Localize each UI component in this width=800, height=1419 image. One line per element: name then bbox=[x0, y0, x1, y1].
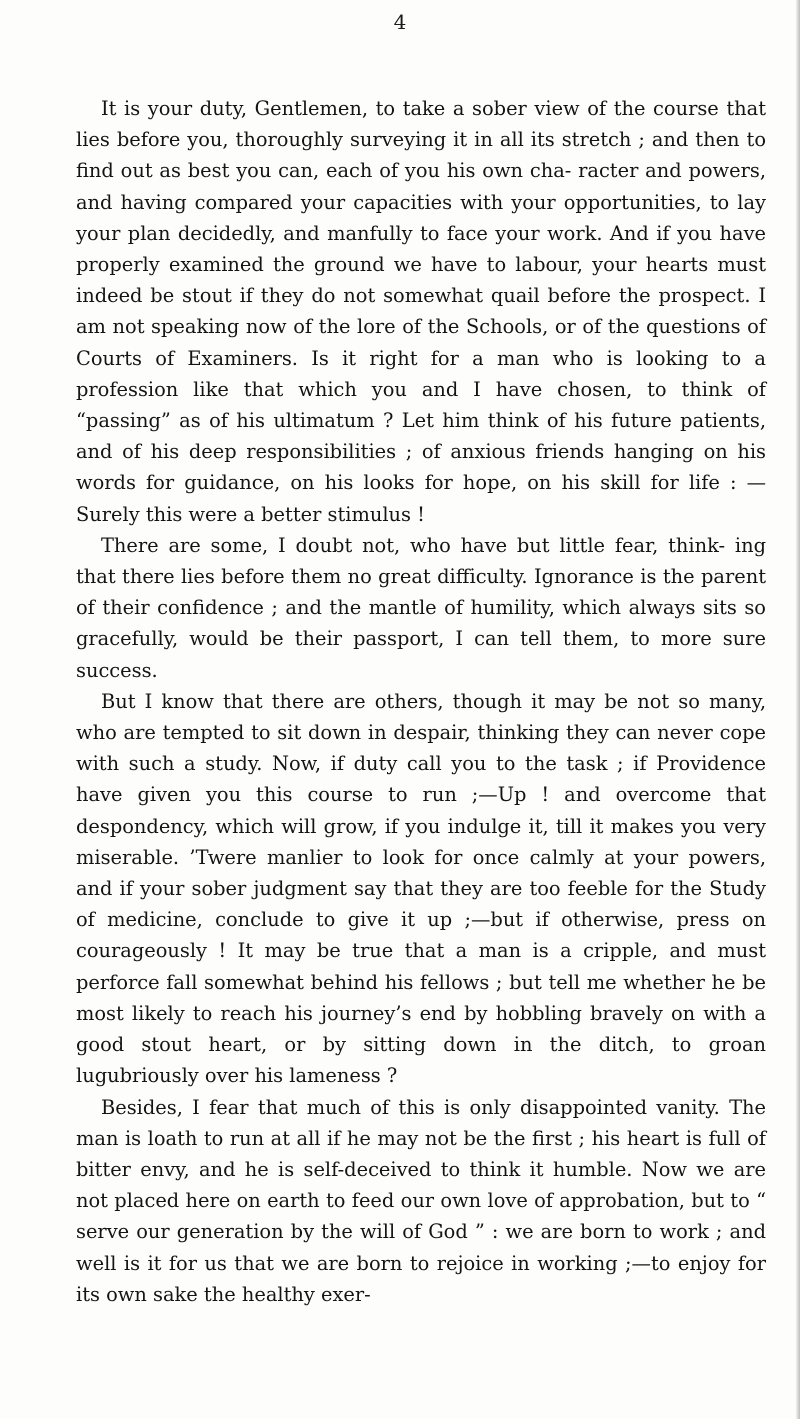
paragraph-1: It is your duty, Gentlemen, to take a sober view of the course that lies before you, thoroughly surveying it in all its stretch ; and then to find out as best you can, each of you his own cha- racter and powers, and having compared your capacities with your opportunities, to lay your plan decidedly, and manfully to face your work. And if you have properly examined the ground we have to labour, your hearts must indeed be stout if they do not somewhat quail before the prospect. I am not speaking now of the lore of the Schools, or of the questions of Courts of Examiners. Is it right for a man who is looking to a profession like that which you and I have chosen, to think of “passing” as of his ultimatum ? Let him think of his future patients, and of his deep responsibilities ; of anxious friends hanging on his words for guidance, on his looks for hope, on his skill for life : —Surely this were a better stimulus ! bbox=[76, 97, 766, 526]
paragraph-4: Besides, I fear that much of this is only disappointed vanity. The man is loath to run at all if he may not be the first ; his heart is full of bitter envy, and he is self-deceived to think it humble. Now we are not placed here on earth to feed our own love of approbation, but to “ serve our generation by the will of God ” : we are born to work ; and well is it for us that we are born to rejoice in working ;—to enjoy for its own sake the healthy exer- bbox=[76, 1095, 766, 1306]
page-edge-shadow bbox=[796, 0, 800, 1419]
paragraph-3: But I know that there are others, though it may be not so many, who are tempted to sit down in despair, thinking they can never cope with such a study. Now, if duty call you to the task ; if Providence have given you this course to run ;—Up ! and overcome that despondency, which will grow, if you indulge it, till it makes you very miserable. ’Twere manlier to look for once calmly at your powers, and if your sober judgment say that they are too feeble for the Study of medicine, conclude to give it up ;—but if otherwise, press on courageously ! It may be true that a man is a cripple, and must perforce fall somewhat behind his fellows ; but tell me whether he be most likely to reach his journey’s end by hobbling bravely on with a good stout heart, or by sitting down in the ditch, to groan lugubriously over his lameness ? bbox=[76, 689, 766, 1088]
page-number: 4 bbox=[393, 10, 407, 34]
paragraph-2: There are some, I doubt not, who have but little fear, think- ing that there lies before them no great difficulty. Ignorance is the parent of their confidence ; and the mantle of humility, which always sits so gracefully, would be their passport, I can tell them, to more sure success. bbox=[76, 533, 766, 682]
body-text bbox=[76, 93, 766, 1310]
